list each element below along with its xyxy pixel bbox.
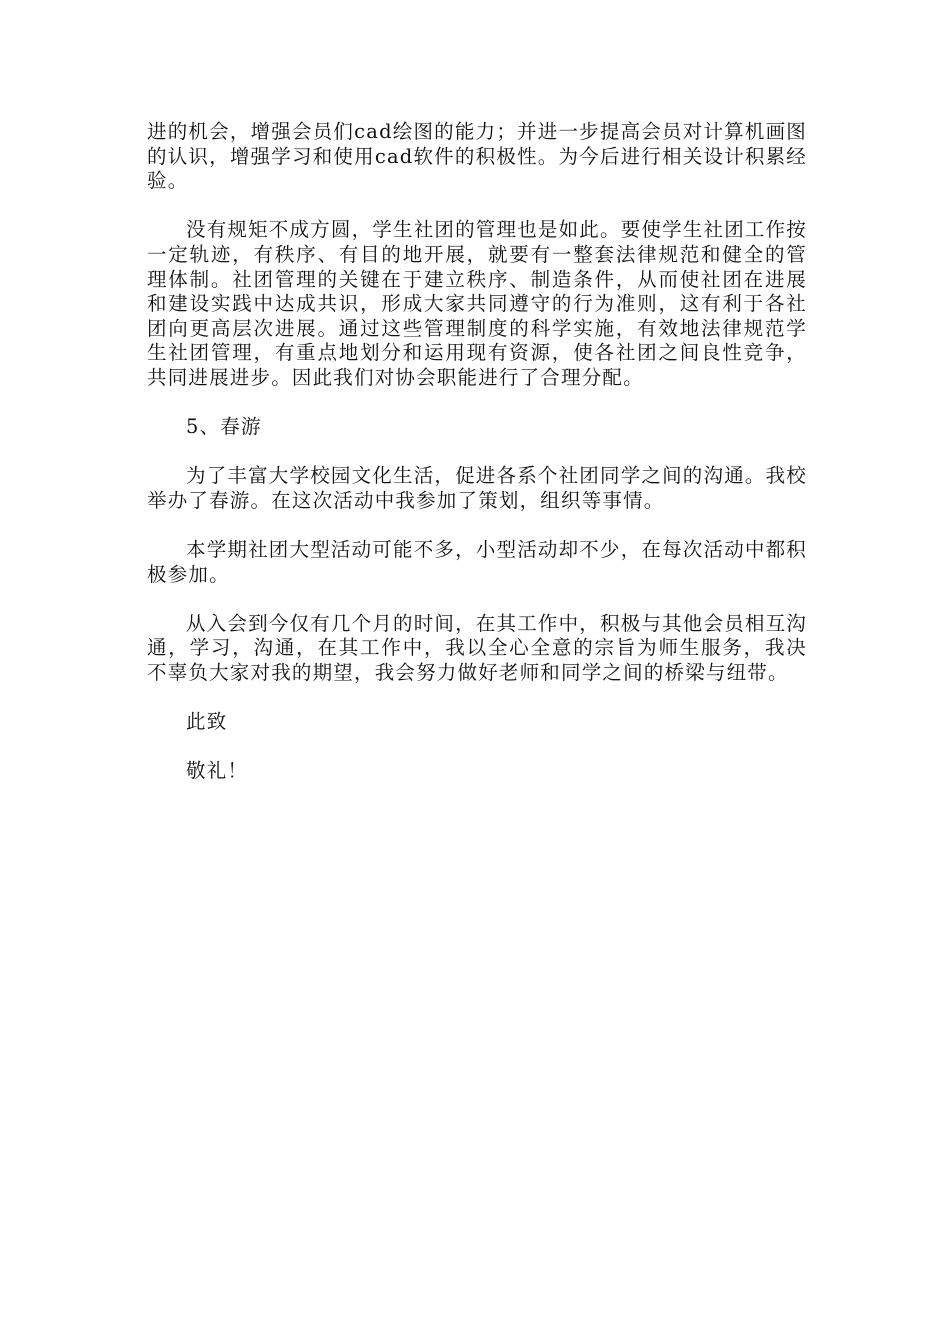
section-heading-spring-outing: 5、春游 (186, 415, 262, 439)
paragraph-spring-outing: 为了丰富大学校园文化生活，促进各系个社团同学之间的沟通。我校举办了春游。在这次活动中我参加了策划，组织等事情。 (147, 464, 808, 512)
closing-regards: 敬礼！ (186, 759, 249, 783)
paragraph-continuation: 进的机会，增强会员们cad绘图的能力；并进一步提高会员对计算机画图的认识，增强学习和使用cad软件的积极性。为今后进行相关设计积累经验。 (147, 120, 807, 193)
paragraph-management: 没有规矩不成方圆，学生社团的管理也是如此。要使学生社团工作按一定轨迹，有秩序、有目的地开展，就要有一整套法律规范和健全的管理体制。社团管理的关键在于建立秩序、制造条件，从而使社团在进展和建设实践中达成共识，形成大家共同遵守的行为准则，这有利于各社团向更高层次进展。通过这些管理制度的科学实施，有效地法律规范学生社团管理，有重点地划分和运用现有资源，使各社团之间良性竞争，共同进展进步。因此我们对协会职能进行了合理分配。 (147, 218, 808, 389)
paragraph-activities: 本学期社团大型活动可能不多，小型活动却不少，在每次活动中都积极参加。 (147, 538, 808, 586)
closing-salutation: 此致 (186, 710, 228, 734)
document-body (147, 120, 807, 809)
paragraph-commitment: 从入会到今仅有几个月的时间，在其工作中，积极与其他会员相互沟通，学习，沟通，在其工作中，我以全心全意的宗旨为师生服务，我决不辜负大家对我的期望，我会努力做好老师和同学之间的桥梁与纽带。 (147, 611, 808, 685)
